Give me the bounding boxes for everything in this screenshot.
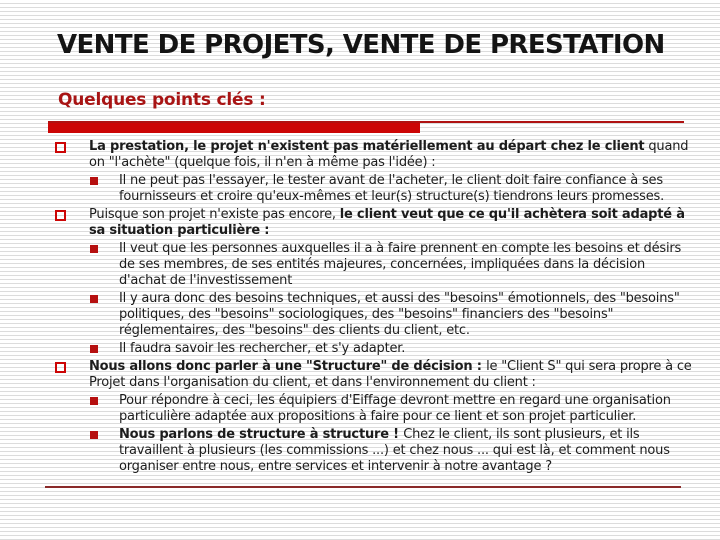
bullet-item-text [89, 139, 694, 171]
text-segment: quand on "l'achète" (quelque fois, il n'en à même pas l'idée) : [89, 139, 689, 170]
sub-bullet-item [0, 291, 720, 339]
sub-bullet-item-text [119, 291, 694, 339]
filled-red-square-icon [90, 431, 98, 439]
hollow-red-square-icon [55, 142, 66, 153]
sub-bullet-item [0, 393, 720, 425]
text-segment: le "Client S" qui sera propre à ce Projet dans l'organisation du client, et dans l'environnement du client : [89, 359, 692, 390]
filled-red-square-icon [90, 177, 98, 185]
slide-subtitle: Quelques points clés : [58, 90, 266, 110]
bottom-divider-line [45, 486, 681, 488]
sub-bullet-item-text [119, 173, 694, 205]
title-underline-bar [48, 123, 420, 133]
text-segment: Il faudra savoir les rechercher, et s'y adapter. [119, 341, 406, 356]
text-segment: La prestation, le projet n'existent pas matériellement au départ chez le client [89, 139, 645, 154]
text-segment: Il veut que les personnes auxquelles il a à faire prennent en compte les besoins et désirs de ses membres, de ses entités majeures, concernées, impliquées dans la décision d'achat de l'investissement [119, 241, 682, 288]
bullet-list [0, 139, 720, 477]
text-segment: Nous parlons de structure à structure ! [119, 427, 404, 442]
sub-bullet-item-text [119, 241, 694, 289]
sub-bullet-item [0, 173, 720, 205]
text-segment: Il ne peut pas l'essayer, le tester avant de l'acheter, le client doit faire confiance à ses fournisseurs et croire qu'eux-mêmes et leur(s) structure(s) tiendrons leurs promesses. [119, 173, 665, 204]
text-segment: Il y aura donc des besoins techniques, et aussi des "besoins" émotionnels, des "besoins" politiques, des "besoins" sociologiques, des "besoins" financiers des "besoins" réglementaires, des "besoins" des clients du client, etc. [119, 291, 680, 338]
bullet-item [0, 139, 720, 171]
sub-bullet-item-text [119, 427, 694, 475]
filled-red-square-icon [90, 295, 98, 303]
sub-bullet-item [0, 241, 720, 289]
text-segment: Pour répondre à ceci, les équipiers d'Eiffage devront mettre en regard une organisation particulière adaptée aux propositions à faire pour ce lient et son projet particulier. [119, 393, 671, 424]
sub-bullet-item [0, 341, 720, 357]
bullet-item [0, 359, 720, 391]
sub-bullet-item-text [119, 341, 694, 357]
bullet-item-text [89, 359, 694, 391]
bullet-item-text [89, 207, 694, 239]
hollow-red-square-icon [55, 210, 66, 221]
filled-red-square-icon [90, 397, 98, 405]
text-segment: Puisque son projet n'existe pas encore, [89, 207, 340, 222]
bullet-item [0, 207, 720, 239]
text-segment: le client veut que ce qu'il achètera soit adapté à sa situation particulière : [89, 207, 685, 238]
hollow-red-square-icon [55, 362, 66, 373]
filled-red-square-icon [90, 345, 98, 353]
sub-bullet-item-text [119, 393, 694, 425]
text-segment: Chez le client, ils sont plusieurs, et ils travaillent à plusieurs (les commissions ...) et chez nous ... qui est là, et comment nous organiser entre nous, entre services et intervenir à notre avantage ? [119, 427, 670, 474]
slide-title: VENTE DE PROJETS, VENTE DE PRESTATION [57, 30, 665, 60]
sub-bullet-item [0, 427, 720, 475]
text-segment: Nous allons donc parler à une "Structure" de décision : [89, 359, 487, 374]
filled-red-square-icon [90, 245, 98, 253]
